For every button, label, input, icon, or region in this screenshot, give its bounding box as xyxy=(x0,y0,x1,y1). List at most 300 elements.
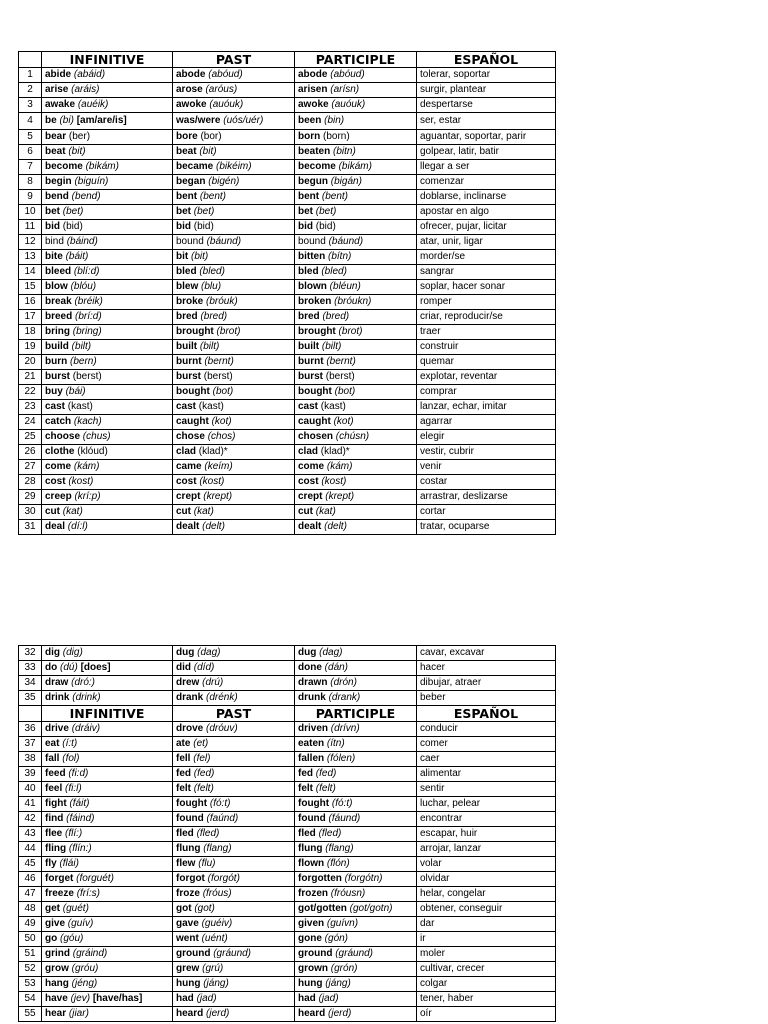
participle-word: ground xyxy=(298,948,333,959)
infinitive-pronunciation: (klóud) xyxy=(77,446,108,457)
past-pronunciation: (drú) xyxy=(202,677,224,688)
row-number: 12 xyxy=(19,235,42,250)
infinitive-cell xyxy=(42,295,173,310)
table-row xyxy=(19,812,556,827)
infinitive-word: eat xyxy=(45,738,60,749)
infinitive-word: burst xyxy=(45,371,70,382)
participle-pronunciation: (gráund) xyxy=(335,948,374,959)
participle-word: beaten xyxy=(298,146,331,157)
infinitive-cell xyxy=(42,917,173,932)
past-pronunciation: (bet) xyxy=(193,206,215,217)
past-cell xyxy=(173,490,295,505)
espanol-cell: construir xyxy=(417,340,556,355)
participle-word: bought xyxy=(298,386,332,397)
infinitive-cell xyxy=(42,340,173,355)
past-pronunciation: (fó:t) xyxy=(209,798,231,809)
row-number: 22 xyxy=(19,385,42,400)
past-pronunciation: (bikéim) xyxy=(216,161,252,172)
espanol-cell: elegir xyxy=(417,430,556,445)
table-row xyxy=(19,520,556,535)
infinitive-pronunciation: (drink) xyxy=(72,692,101,703)
past-pronunciation: (kast) xyxy=(198,401,224,412)
participle-word: bound xyxy=(298,236,326,247)
participle-word: drunk xyxy=(298,692,326,703)
past-cell xyxy=(173,445,295,460)
infinitive-forms: [have/has] xyxy=(92,993,143,1004)
espanol-cell: escapar, huir xyxy=(417,827,556,842)
header-number-cell xyxy=(19,706,42,722)
table-row xyxy=(19,205,556,220)
past-word: was/were xyxy=(176,115,221,126)
past-cell xyxy=(173,460,295,475)
participle-cell xyxy=(295,737,417,752)
infinitive-cell xyxy=(42,842,173,857)
past-cell xyxy=(173,887,295,902)
participle-cell xyxy=(295,295,417,310)
participle-cell xyxy=(295,445,417,460)
infinitive-pronunciation: (kat) xyxy=(62,506,83,517)
espanol-cell: explotar, reventar xyxy=(417,370,556,385)
participle-pronunciation: (bigán) xyxy=(330,176,362,187)
past-word: chose xyxy=(176,431,205,442)
table-row xyxy=(19,430,556,445)
past-cell xyxy=(173,265,295,280)
infinitive-word: grind xyxy=(45,948,70,959)
past-word: fought xyxy=(176,798,208,809)
infinitive-pronunciation: (bend) xyxy=(71,191,101,202)
infinitive-pronunciation: (bring) xyxy=(72,326,102,337)
row-number: 25 xyxy=(19,430,42,445)
past-pronunciation: (brot) xyxy=(216,326,241,337)
participle-pronunciation: (drón) xyxy=(330,677,357,688)
row-number: 11 xyxy=(19,220,42,235)
table-row xyxy=(19,113,556,130)
participle-word: eaten xyxy=(298,738,325,749)
table-row xyxy=(19,977,556,992)
espanol-cell: doblarse, inclinarse xyxy=(417,190,556,205)
past-word: cut xyxy=(176,506,191,517)
infinitive-word: clothe xyxy=(45,446,75,457)
past-pronunciation: (chos) xyxy=(207,431,236,442)
past-cell xyxy=(173,98,295,113)
past-word: fled xyxy=(176,828,194,839)
row-number: 13 xyxy=(19,250,42,265)
table-row xyxy=(19,992,556,1007)
participle-word: chosen xyxy=(298,431,334,442)
past-word: bent xyxy=(176,191,198,202)
table-row xyxy=(19,752,556,767)
past-word: came xyxy=(176,461,202,472)
infinitive-pronunciation: (krí:p) xyxy=(74,491,101,502)
espanol-cell: llegar a ser xyxy=(417,160,556,175)
infinitive-pronunciation: (bet) xyxy=(62,206,84,217)
past-cell xyxy=(173,385,295,400)
past-word: abode xyxy=(176,69,206,80)
infinitive-word: drive xyxy=(45,723,69,734)
past-word: flung xyxy=(176,843,201,854)
infinitive-pronunciation: (jev) xyxy=(70,993,91,1004)
infinitive-pronunciation: (flí:) xyxy=(65,828,83,839)
participle-word: drawn xyxy=(298,677,328,688)
infinitive-word: cast xyxy=(45,401,66,412)
row-number: 18 xyxy=(19,325,42,340)
participle-cell xyxy=(295,752,417,767)
past-word: grew xyxy=(176,963,200,974)
participle-word: got/gotten xyxy=(298,903,347,914)
participle-cell xyxy=(295,250,417,265)
infinitive-cell xyxy=(42,676,173,691)
participle-pronunciation: (bot) xyxy=(334,386,356,397)
infinitive-cell xyxy=(42,520,173,535)
row-number: 55 xyxy=(19,1007,42,1022)
row-number: 14 xyxy=(19,265,42,280)
infinitive-pronunciation: (fol) xyxy=(62,753,80,764)
table-header-row xyxy=(19,706,556,722)
espanol-cell: hacer xyxy=(417,661,556,676)
past-cell xyxy=(173,977,295,992)
participle-word: burnt xyxy=(298,356,324,367)
past-word: gave xyxy=(176,918,199,929)
past-word: dug xyxy=(176,647,195,658)
past-word: burnt xyxy=(176,356,202,367)
infinitive-word: go xyxy=(45,933,58,944)
infinitive-pronunciation: (chus) xyxy=(82,431,111,442)
participle-cell xyxy=(295,415,417,430)
infinitive-pronunciation: (guét) xyxy=(62,903,89,914)
infinitive-word: flee xyxy=(45,828,63,839)
infinitive-word: breed xyxy=(45,311,73,322)
infinitive-cell xyxy=(42,505,173,520)
past-pronunciation: (faúnd) xyxy=(206,813,239,824)
infinitive-cell xyxy=(42,385,173,400)
participle-word: fallen xyxy=(298,753,325,764)
espanol-cell: soplar, hacer sonar xyxy=(417,280,556,295)
infinitive-cell xyxy=(42,737,173,752)
row-number: 10 xyxy=(19,205,42,220)
past-pronunciation: (dróuv) xyxy=(206,723,238,734)
espanol-cell: tolerar, soportar xyxy=(417,68,556,83)
row-number: 48 xyxy=(19,902,42,917)
espanol-cell: agarrar xyxy=(417,415,556,430)
table-row xyxy=(19,280,556,295)
infinitive-word: freeze xyxy=(45,888,74,899)
past-word: built xyxy=(176,341,198,352)
past-word: bred xyxy=(176,311,198,322)
past-pronunciation: (díd) xyxy=(193,662,215,673)
past-pronunciation: (báund) xyxy=(206,236,242,247)
infinitive-forms: [am/are/is] xyxy=(76,115,127,126)
infinitive-cell xyxy=(42,475,173,490)
row-number: 19 xyxy=(19,340,42,355)
participle-cell xyxy=(295,676,417,691)
past-pronunciation: (bilt) xyxy=(199,341,220,352)
table-header-row xyxy=(19,52,556,68)
past-cell xyxy=(173,370,295,385)
row-number: 7 xyxy=(19,160,42,175)
past-cell xyxy=(173,505,295,520)
infinitive-pronunciation: (bid) xyxy=(62,221,83,232)
past-cell xyxy=(173,400,295,415)
participle-cell xyxy=(295,160,417,175)
participle-pronunciation: (fáund) xyxy=(328,813,361,824)
past-word: bound xyxy=(176,236,204,247)
row-number: 21 xyxy=(19,370,42,385)
participle-cell xyxy=(295,430,417,445)
past-word: bit xyxy=(176,251,189,262)
infinitive-pronunciation: (jéng) xyxy=(71,978,98,989)
participle-pronunciation: (krept) xyxy=(325,491,355,502)
table-row xyxy=(19,98,556,113)
participle-pronunciation: (bet) xyxy=(315,206,337,217)
participle-pronunciation: (flón) xyxy=(326,858,350,869)
row-number: 35 xyxy=(19,691,42,706)
past-pronunciation: (uós/uér) xyxy=(223,115,264,126)
participle-word: forgotten xyxy=(298,873,342,884)
past-pronunciation: (aróus) xyxy=(205,84,238,95)
past-pronunciation: (klad)* xyxy=(198,446,228,457)
row-number: 33 xyxy=(19,661,42,676)
row-number: 27 xyxy=(19,460,42,475)
row-number: 26 xyxy=(19,445,42,460)
participle-cell xyxy=(295,722,417,737)
table-row xyxy=(19,1007,556,1022)
past-word: burst xyxy=(176,371,201,382)
participle-pronunciation: (bled) xyxy=(321,266,347,277)
participle-pronunciation: (báund) xyxy=(328,236,364,247)
espanol-cell: moler xyxy=(417,947,556,962)
participle-cell xyxy=(295,520,417,535)
infinitive-word: feed xyxy=(45,768,66,779)
infinitive-cell xyxy=(42,887,173,902)
espanol-cell: alimentar xyxy=(417,767,556,782)
header-espanol: ESPAÑOL xyxy=(417,52,556,68)
table-row xyxy=(19,175,556,190)
table-row xyxy=(19,737,556,752)
espanol-cell: tratar, ocuparse xyxy=(417,520,556,535)
past-pronunciation: (jerd) xyxy=(206,1008,230,1019)
past-cell xyxy=(173,722,295,737)
participle-word: felt xyxy=(298,783,313,794)
past-pronunciation: (fled) xyxy=(196,828,220,839)
past-pronunciation: (bit) xyxy=(199,146,217,157)
past-cell xyxy=(173,310,295,325)
table-row xyxy=(19,722,556,737)
espanol-cell: traer xyxy=(417,325,556,340)
past-pronunciation: (bid) xyxy=(193,221,214,232)
infinitive-word: be xyxy=(45,115,57,126)
row-number: 32 xyxy=(19,646,42,661)
past-word: drank xyxy=(176,692,204,703)
table-row xyxy=(19,962,556,977)
past-cell xyxy=(173,220,295,235)
infinitive-cell xyxy=(42,962,173,977)
table-row xyxy=(19,190,556,205)
row-number: 43 xyxy=(19,827,42,842)
participle-pronunciation: (bitn) xyxy=(333,146,356,157)
past-cell xyxy=(173,827,295,842)
espanol-cell: criar, reproducir/se xyxy=(417,310,556,325)
participle-pronunciation: (bin) xyxy=(324,115,345,126)
infinitive-pronunciation: (bern) xyxy=(70,356,97,367)
past-cell xyxy=(173,280,295,295)
infinitive-pronunciation: (gráind) xyxy=(72,948,108,959)
past-cell xyxy=(173,355,295,370)
participle-word: fled xyxy=(298,828,316,839)
table-row xyxy=(19,83,556,98)
past-cell xyxy=(173,947,295,962)
past-pronunciation: (uént) xyxy=(201,933,228,944)
espanol-cell: morder/se xyxy=(417,250,556,265)
participle-pronunciation: (arísn) xyxy=(330,84,360,95)
participle-cell xyxy=(295,385,417,400)
table-row xyxy=(19,340,556,355)
row-number: 38 xyxy=(19,752,42,767)
infinitive-word: grow xyxy=(45,963,69,974)
espanol-cell: tener, haber xyxy=(417,992,556,1007)
participle-cell xyxy=(295,992,417,1007)
infinitive-pronunciation: (bit) xyxy=(68,146,86,157)
past-word: cost xyxy=(176,476,197,487)
past-cell xyxy=(173,646,295,661)
infinitive-pronunciation: (flái) xyxy=(59,858,79,869)
row-number: 20 xyxy=(19,355,42,370)
participle-word: been xyxy=(298,115,322,126)
past-cell xyxy=(173,325,295,340)
infinitive-word: bet xyxy=(45,206,60,217)
espanol-cell: oír xyxy=(417,1007,556,1022)
table-row xyxy=(19,460,556,475)
past-pronunciation: (bigén) xyxy=(208,176,240,187)
past-pronunciation: (drénk) xyxy=(206,692,238,703)
past-pronunciation: (kost) xyxy=(199,476,225,487)
participle-word: come xyxy=(298,461,325,472)
espanol-cell: comenzar xyxy=(417,175,556,190)
participle-word: had xyxy=(298,993,316,1004)
past-word: got xyxy=(176,903,192,914)
row-number: 5 xyxy=(19,130,42,145)
past-pronunciation: (abóud) xyxy=(208,69,243,80)
row-number: 28 xyxy=(19,475,42,490)
participle-cell xyxy=(295,280,417,295)
participle-pronunciation: (fled) xyxy=(318,828,342,839)
participle-cell xyxy=(295,340,417,355)
past-cell xyxy=(173,190,295,205)
past-word: became xyxy=(176,161,214,172)
infinitive-cell xyxy=(42,932,173,947)
espanol-cell: obtener, conseguir xyxy=(417,902,556,917)
row-number: 50 xyxy=(19,932,42,947)
table-row xyxy=(19,902,556,917)
infinitive-cell xyxy=(42,977,173,992)
participle-word: built xyxy=(298,341,320,352)
participle-word: crept xyxy=(298,491,323,502)
participle-pronunciation: (kot) xyxy=(333,416,354,427)
table-row xyxy=(19,887,556,902)
past-word: beat xyxy=(176,146,197,157)
table-row xyxy=(19,917,556,932)
infinitive-pronunciation: (kast) xyxy=(67,401,93,412)
participle-pronunciation: (bernt) xyxy=(326,356,356,367)
past-word: had xyxy=(176,993,194,1004)
participle-word: flung xyxy=(298,843,323,854)
past-pronunciation: (guéiv) xyxy=(201,918,233,929)
infinitive-pronunciation: (aráis) xyxy=(71,84,100,95)
infinitive-cell xyxy=(42,691,173,706)
participle-cell xyxy=(295,370,417,385)
past-cell xyxy=(173,83,295,98)
infinitive-word: hang xyxy=(45,978,69,989)
participle-pronunciation: (bróukn) xyxy=(334,296,372,307)
header-infinitive: INFINITIVE xyxy=(42,52,173,68)
infinitive-pronunciation: (brí:d) xyxy=(75,311,102,322)
infinitive-cell xyxy=(42,370,173,385)
infinitive-cell xyxy=(42,872,173,887)
infinitive-pronunciation: (dráiv) xyxy=(71,723,101,734)
past-word: clad xyxy=(176,446,197,457)
past-word: dealt xyxy=(176,521,200,532)
infinitive-cell xyxy=(42,445,173,460)
infinitive-pronunciation: (jiar) xyxy=(68,1008,89,1019)
espanol-cell: despertarse xyxy=(417,98,556,113)
past-word: cast xyxy=(176,401,197,412)
past-pronunciation: (gráund) xyxy=(213,948,252,959)
participle-cell xyxy=(295,812,417,827)
espanol-cell: venir xyxy=(417,460,556,475)
participle-pronunciation: (kost) xyxy=(321,476,347,487)
table-row xyxy=(19,235,556,250)
row-number: 24 xyxy=(19,415,42,430)
past-pronunciation: (kat) xyxy=(193,506,214,517)
table-row xyxy=(19,932,556,947)
past-pronunciation: (krept) xyxy=(203,491,233,502)
espanol-cell: atar, unir, ligar xyxy=(417,235,556,250)
participle-pronunciation: (forgótn) xyxy=(344,873,383,884)
row-number: 42 xyxy=(19,812,42,827)
past-cell xyxy=(173,250,295,265)
espanol-cell: costar xyxy=(417,475,556,490)
infinitive-word: dig xyxy=(45,647,60,658)
past-pronunciation: (bot) xyxy=(212,386,234,397)
infinitive-word: awake xyxy=(45,99,76,110)
participle-word: fought xyxy=(298,798,330,809)
participle-word: hung xyxy=(298,978,323,989)
past-word: caught xyxy=(176,416,209,427)
participle-cell xyxy=(295,205,417,220)
past-cell xyxy=(173,113,295,130)
infinitive-word: find xyxy=(45,813,64,824)
participle-cell xyxy=(295,325,417,340)
infinitive-cell xyxy=(42,175,173,190)
row-number: 51 xyxy=(19,947,42,962)
participle-pronunciation: (bikám) xyxy=(338,161,372,172)
infinitive-cell xyxy=(42,220,173,235)
header-espanol: ESPAÑOL xyxy=(417,706,556,722)
past-pronunciation: (bor) xyxy=(200,131,222,142)
past-pronunciation: (bent) xyxy=(199,191,227,202)
row-number: 31 xyxy=(19,520,42,535)
infinitive-cell xyxy=(42,797,173,812)
past-cell xyxy=(173,857,295,872)
infinitive-cell xyxy=(42,646,173,661)
infinitive-pronunciation: (bréik) xyxy=(74,296,103,307)
participle-word: driven xyxy=(298,723,329,734)
infinitive-pronunciation: (kost) xyxy=(68,476,94,487)
verb-table-page-2 xyxy=(18,645,556,1022)
row-number: 44 xyxy=(19,842,42,857)
infinitive-cell xyxy=(42,661,173,676)
participle-pronunciation: (drívn) xyxy=(330,723,360,734)
participle-pronunciation: (drank) xyxy=(328,692,361,703)
